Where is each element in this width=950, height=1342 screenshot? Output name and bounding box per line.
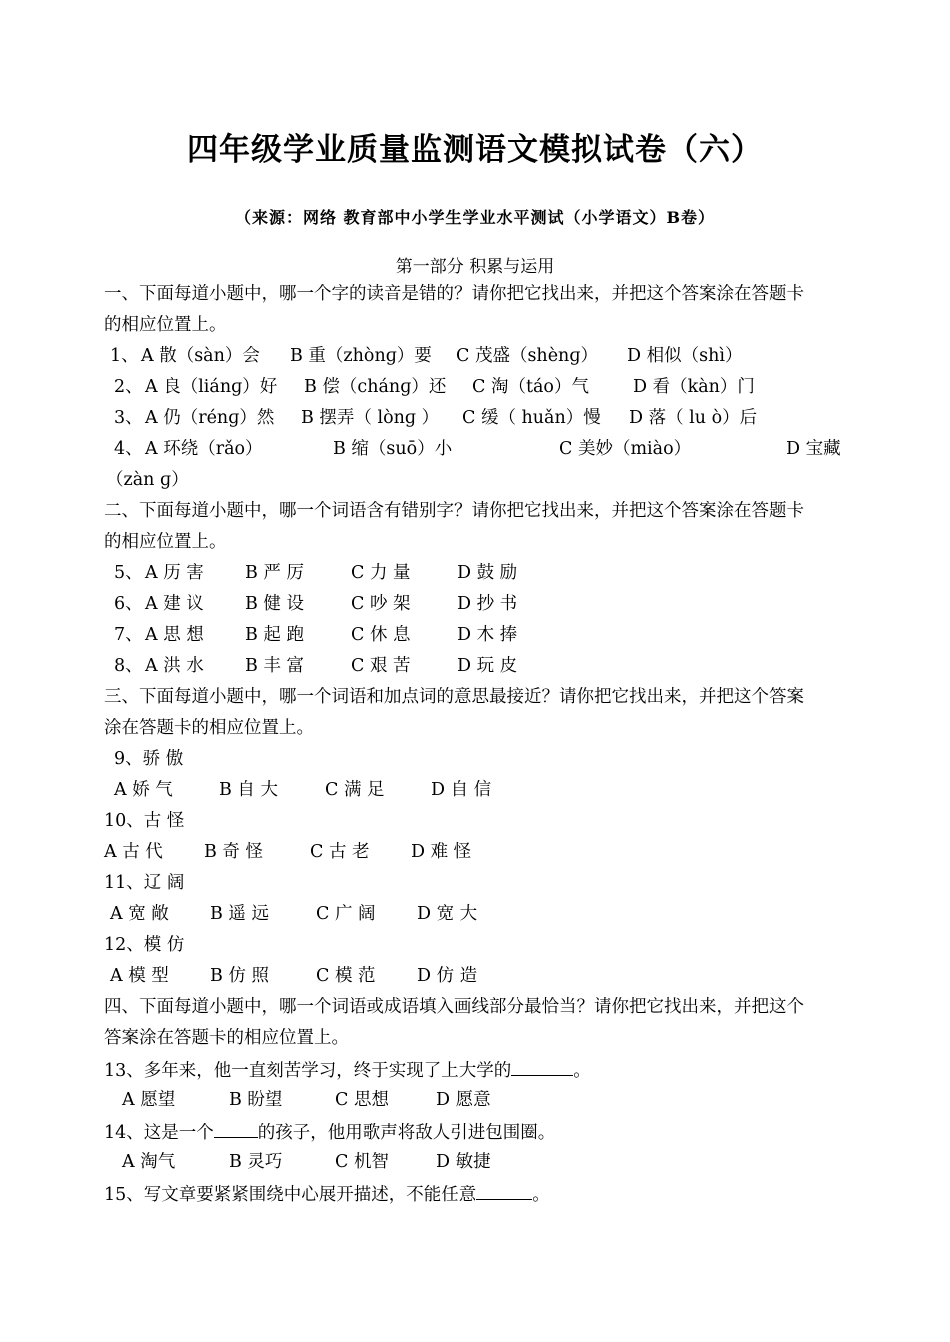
- option-c: C 淘（táo）气: [472, 377, 589, 397]
- option-d: D 难 怪: [411, 842, 472, 862]
- question-12-stem: 12、模 仿: [104, 935, 185, 955]
- option-a: A 愿望: [122, 1090, 176, 1110]
- fill-blank: [511, 1057, 573, 1076]
- option-d: D 玩 皮: [457, 656, 518, 676]
- option-a: A 思 想: [145, 625, 204, 645]
- option-b: B 严 厉: [245, 563, 304, 583]
- option-d: D 愿意: [436, 1090, 491, 1110]
- option-d: D 自 信: [431, 780, 492, 800]
- section-4-instruction-cont: 答案涂在答题卡的相应位置上。: [104, 1028, 349, 1048]
- stem-text-end: 的孩子，他用歌声将敌人引进包围圈。: [257, 1123, 556, 1143]
- section-1-instruction: 一、下面每道小题中，哪一个字的读音是错的？请你把它找出来，并把这个答案涂在答题卡: [104, 284, 804, 304]
- option-a: A 环绕（rǎo）: [145, 439, 263, 459]
- option-a: A 古 代: [104, 842, 163, 862]
- option-c: C 思想: [335, 1090, 389, 1110]
- option-b: B 缩（suō）小: [333, 439, 453, 459]
- question-13-stem: [104, 1057, 591, 1083]
- question-15-stem: [104, 1181, 550, 1207]
- option-b: B 偿（chánɡ）还: [304, 377, 447, 397]
- exam-source: （来源：网络 教育部中小学生学业水平测试（小学语文）B卷）: [234, 208, 716, 227]
- stem-text: 13、多年来，他一直刻苦学习，终于实现了上大学的: [104, 1061, 512, 1081]
- option-c: C 美妙（miào）: [559, 439, 692, 459]
- option-b: B 灵巧: [229, 1152, 283, 1172]
- section-3-instruction-cont: 涂在答题卡的相应位置上。: [104, 718, 314, 738]
- section-4-instruction: 四、下面每道小题中，哪一个词语或成语填入画线部分最恰当？请你把它找出来，并把这个: [104, 997, 804, 1017]
- option-b: B 重（zhònɡ）要: [290, 346, 432, 366]
- option-a: A 良（liánɡ）好: [145, 377, 278, 397]
- part-title: 第一部分 积累与运用: [395, 257, 555, 277]
- option-d: D 鼓 励: [457, 563, 518, 583]
- exam-title: 四年级学业质量监测语文模拟试卷（六）: [187, 132, 763, 168]
- option-c: C 古 老: [310, 842, 370, 862]
- section-2-instruction-cont: 的相应位置上。: [104, 532, 227, 552]
- option-c: C 休 息: [351, 625, 411, 645]
- option-d: D 宝藏: [786, 439, 841, 459]
- option-b: B 自 大: [219, 780, 278, 800]
- option-c: C 吵 架: [351, 594, 411, 614]
- option-a: A 仍（rénɡ）然: [145, 408, 275, 428]
- option-d: D 落（ lu ò）后: [629, 408, 758, 428]
- option-b: B 起 跑: [245, 625, 304, 645]
- question-4-cont: （zàn ɡ）: [106, 470, 189, 490]
- question-9-stem: 9、骄 傲: [114, 749, 184, 769]
- option-d: D 宽 大: [417, 904, 478, 924]
- option-b: B 摆弄（ lònɡ ）: [301, 408, 440, 428]
- option-a: A 历 害: [145, 563, 204, 583]
- section-3-instruction: 三、下面每道小题中，哪一个词语和加点词的意思最接近？请你把它找出来，并把这个答案: [104, 687, 804, 707]
- stem-text: 14、这是一个: [104, 1123, 214, 1143]
- option-b: B 盼望: [229, 1090, 283, 1110]
- fill-blank: [476, 1181, 532, 1200]
- option-a: A 建 议: [145, 594, 204, 614]
- option-d: D 看（kàn）门: [633, 377, 755, 397]
- option-c: C 模 范: [316, 966, 376, 986]
- option-b: B 健 设: [245, 594, 304, 614]
- option-c: C 力 量: [351, 563, 411, 583]
- option-d: D 木 捧: [457, 625, 518, 645]
- option-a: A 宽 敞: [110, 904, 169, 924]
- option-d: D 仿 造: [417, 966, 478, 986]
- option-b: B 奇 怪: [204, 842, 263, 862]
- option-a: A 淘气: [122, 1152, 176, 1172]
- option-c: C 茂盛（shènɡ）: [456, 346, 599, 366]
- question-11-stem: 11、辽 阔: [104, 873, 185, 893]
- option-d: D 抄 书: [457, 594, 518, 614]
- option-a: A 洪 水: [145, 656, 204, 676]
- option-c: C 艰 苦: [351, 656, 411, 676]
- question-number: 5、: [114, 563, 143, 583]
- question-number: 3、: [114, 408, 143, 428]
- question-number: 7、: [114, 625, 143, 645]
- option-b: B 丰 富: [245, 656, 304, 676]
- option-b: B 遥 远: [210, 904, 269, 924]
- option-c: C 机智: [335, 1152, 389, 1172]
- question-14-stem: [104, 1119, 555, 1145]
- option-a: A 模 型: [110, 966, 169, 986]
- option-d: D 相似（shì）: [627, 346, 743, 366]
- question-number: 2、: [114, 377, 143, 397]
- question-number: 6、: [114, 594, 143, 614]
- option-b: B 仿 照: [210, 966, 269, 986]
- question-10-stem: 10、古 怪: [104, 811, 185, 831]
- section-1-instruction-cont: 的相应位置上。: [104, 315, 227, 335]
- section-2-instruction: 二、下面每道小题中，哪一个词语含有错别字？请你把它找出来，并把这个答案涂在答题卡: [104, 501, 804, 521]
- question-number: 8、: [114, 656, 143, 676]
- option-a: A 娇 气: [114, 780, 173, 800]
- option-d: D 敏捷: [436, 1152, 491, 1172]
- option-c: C 广 阔: [316, 904, 376, 924]
- fill-blank: [214, 1119, 258, 1138]
- option-a: A 散（sàn）会: [141, 346, 260, 366]
- option-c: C 缓（ huǎn）慢: [462, 408, 601, 428]
- option-c: C 满 足: [325, 780, 385, 800]
- stem-text-end: 。: [532, 1185, 550, 1205]
- question-number: 4、: [114, 439, 143, 459]
- stem-text: 15、写文章要紧紧围绕中心展开描述，不能任意: [104, 1185, 477, 1205]
- question-number: 1、: [110, 346, 139, 366]
- stem-text-end: 。: [573, 1061, 591, 1081]
